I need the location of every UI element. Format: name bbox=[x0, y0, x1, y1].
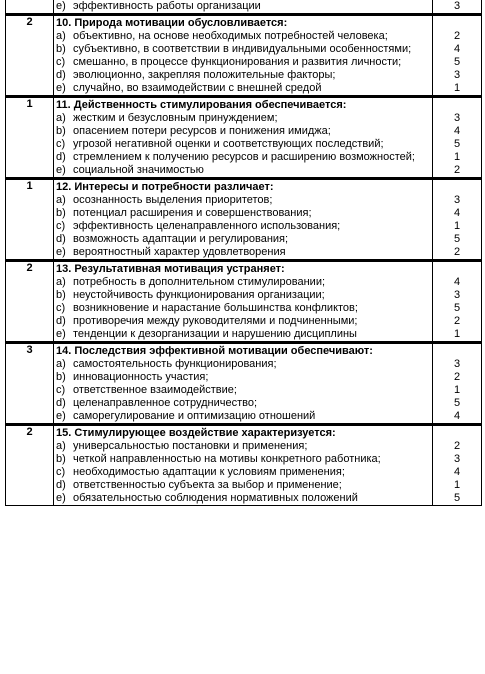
option-item bbox=[56, 315, 430, 328]
option-cell bbox=[54, 246, 433, 261]
option-score: 2 bbox=[433, 30, 482, 43]
question-number-cell bbox=[6, 246, 54, 261]
option-row bbox=[6, 466, 482, 479]
option-text: жестким и безусловным принуждением; bbox=[73, 112, 278, 124]
question-title: 11. Действенность стимулирования обеспечивается: bbox=[56, 99, 347, 111]
option-row bbox=[6, 82, 482, 97]
option-row bbox=[6, 69, 482, 82]
option-item bbox=[56, 397, 430, 410]
option-cell bbox=[54, 371, 433, 384]
option-item bbox=[56, 246, 430, 259]
option-cell bbox=[54, 276, 433, 289]
option-cell bbox=[54, 0, 433, 15]
option-row bbox=[6, 315, 482, 328]
question-row bbox=[6, 97, 482, 113]
option-row bbox=[6, 112, 482, 125]
option-item bbox=[56, 302, 430, 315]
option-letter: e) bbox=[56, 82, 66, 94]
option-score: 5 bbox=[433, 302, 482, 315]
option-letter: a) bbox=[56, 30, 66, 42]
option-score: 4 bbox=[433, 207, 482, 220]
option-score: 4 bbox=[433, 466, 482, 479]
question-cell bbox=[54, 179, 433, 195]
option-score: 4 bbox=[433, 276, 482, 289]
option-score: 3 bbox=[433, 69, 482, 82]
option-item bbox=[56, 194, 430, 207]
question-number: 3 bbox=[6, 343, 54, 359]
option-cell bbox=[54, 466, 433, 479]
question-number-cell bbox=[6, 466, 54, 479]
option-item bbox=[56, 233, 430, 246]
option-letter: d) bbox=[56, 479, 66, 491]
option-item bbox=[56, 384, 430, 397]
option-score: 5 bbox=[433, 397, 482, 410]
option-score: 4 bbox=[433, 410, 482, 425]
option-text: возникновение и нарастание большинства конфликтов; bbox=[73, 302, 358, 314]
option-row bbox=[6, 246, 482, 261]
option-letter: d) bbox=[56, 315, 66, 327]
option-text: эффективность работы организации bbox=[73, 0, 261, 12]
option-score: 3 bbox=[433, 358, 482, 371]
option-cell bbox=[54, 56, 433, 69]
option-cell bbox=[54, 410, 433, 425]
option-cell bbox=[54, 69, 433, 82]
option-letter: b) bbox=[56, 453, 66, 465]
option-score: 2 bbox=[433, 371, 482, 384]
option-cell bbox=[54, 164, 433, 179]
option-cell bbox=[54, 479, 433, 492]
option-letter: e) bbox=[56, 246, 66, 258]
option-text: необходимостью адаптации к условиям применения; bbox=[73, 466, 345, 478]
option-text: самостоятельность функционирования; bbox=[73, 358, 277, 370]
option-score: 4 bbox=[433, 43, 482, 56]
option-letter: c) bbox=[56, 220, 66, 232]
option-row bbox=[6, 151, 482, 164]
option-row bbox=[6, 56, 482, 69]
option-item bbox=[56, 43, 430, 56]
option-item bbox=[56, 112, 430, 125]
option-cell bbox=[54, 440, 433, 453]
option-letter: c) bbox=[56, 384, 66, 396]
option-cell bbox=[54, 112, 433, 125]
option-score: 3 bbox=[433, 194, 482, 207]
option-text: ответственностью субъекта за выбор и применение; bbox=[73, 479, 342, 491]
question-row bbox=[6, 15, 482, 31]
option-text: универсальностью постановки и применения; bbox=[73, 440, 308, 452]
option-row bbox=[6, 371, 482, 384]
option-cell bbox=[54, 151, 433, 164]
option-cell bbox=[54, 453, 433, 466]
option-text: возможность адаптации и регулирования; bbox=[73, 233, 289, 245]
option-text: субъективно, в соответствии в индивидуальными особенностями; bbox=[73, 43, 412, 55]
question-number-cell bbox=[6, 112, 54, 125]
option-score: 3 bbox=[433, 453, 482, 466]
option-text: потенциал расширения и совершенствования; bbox=[73, 207, 312, 219]
option-text: стремлением к получению ресурсов и расширению возможностей; bbox=[73, 151, 415, 163]
option-score: 2 bbox=[433, 315, 482, 328]
option-score: 5 bbox=[433, 138, 482, 151]
option-score: 2 bbox=[433, 164, 482, 179]
question-title: 10. Природа мотивации обусловливается: bbox=[56, 17, 288, 29]
option-letter: e) bbox=[56, 164, 66, 176]
option-score: 1 bbox=[433, 384, 482, 397]
option-item bbox=[56, 453, 430, 466]
option-row bbox=[6, 492, 482, 506]
option-row bbox=[6, 194, 482, 207]
option-cell bbox=[54, 207, 433, 220]
question-number-cell bbox=[6, 358, 54, 371]
option-text: угрозой негативной оценки и соответствующих последствий; bbox=[73, 138, 384, 150]
question-number-cell bbox=[6, 125, 54, 138]
option-cell bbox=[54, 289, 433, 302]
option-text: опасением потери ресурсов и понижения имиджа; bbox=[73, 125, 331, 137]
question-number-cell bbox=[6, 151, 54, 164]
option-item bbox=[56, 220, 430, 233]
question-number-cell bbox=[6, 440, 54, 453]
option-letter: c) bbox=[56, 138, 66, 150]
option-row bbox=[6, 125, 482, 138]
option-text: неустойчивость функционирования организации; bbox=[73, 289, 325, 301]
option-cell bbox=[54, 43, 433, 56]
option-item bbox=[56, 289, 430, 302]
option-text: целенаправленное сотрудничество; bbox=[73, 397, 258, 409]
option-item bbox=[56, 440, 430, 453]
option-row bbox=[6, 328, 482, 343]
option-text: осознанность выделения приоритетов; bbox=[73, 194, 273, 206]
option-score: 1 bbox=[433, 82, 482, 97]
question-row bbox=[6, 179, 482, 195]
option-text: потребность в дополнительном стимулировании; bbox=[73, 276, 326, 288]
option-row bbox=[6, 397, 482, 410]
option-letter: e) bbox=[56, 0, 66, 12]
question-number-cell bbox=[6, 69, 54, 82]
option-score: 1 bbox=[433, 151, 482, 164]
question-number-cell bbox=[6, 410, 54, 425]
option-cell bbox=[54, 30, 433, 43]
option-score: 4 bbox=[433, 125, 482, 138]
option-text: вероятностный характер удовлетворения bbox=[73, 246, 286, 258]
question-number-cell bbox=[6, 453, 54, 466]
option-text: случайно, во взаимодействии с внешней средой bbox=[73, 82, 322, 94]
option-score: 3 bbox=[433, 112, 482, 125]
option-letter: e) bbox=[56, 328, 66, 340]
question-number-cell bbox=[6, 479, 54, 492]
question-number: 2 bbox=[6, 261, 54, 277]
option-text: эволюционно, закрепляя положительные факторы; bbox=[73, 69, 336, 81]
option-item bbox=[56, 56, 430, 69]
option-letter: d) bbox=[56, 233, 66, 245]
option-item bbox=[56, 82, 430, 95]
option-row bbox=[6, 440, 482, 453]
option-text: саморегулирование и оптимизацию отношений bbox=[73, 410, 316, 422]
option-item bbox=[56, 492, 430, 505]
question-number-cell bbox=[6, 30, 54, 43]
question-number-cell bbox=[6, 276, 54, 289]
option-score: 5 bbox=[433, 492, 482, 506]
option-row bbox=[6, 220, 482, 233]
option-score: 2 bbox=[433, 440, 482, 453]
option-cell bbox=[54, 233, 433, 246]
option-cell bbox=[54, 492, 433, 506]
quiz-table-body bbox=[6, 0, 482, 506]
question-number-cell bbox=[6, 371, 54, 384]
option-letter: b) bbox=[56, 207, 66, 219]
option-item bbox=[56, 30, 430, 43]
option-cell bbox=[54, 302, 433, 315]
option-row bbox=[6, 43, 482, 56]
option-text: четкой направленностью на мотивы конкретного работника; bbox=[73, 453, 381, 465]
score-cell bbox=[433, 425, 482, 441]
option-item bbox=[56, 479, 430, 492]
score-cell bbox=[433, 179, 482, 195]
score-cell bbox=[433, 97, 482, 113]
option-letter: c) bbox=[56, 56, 66, 68]
option-letter: d) bbox=[56, 151, 66, 163]
question-title: 12. Интересы и потребности различает: bbox=[56, 181, 274, 193]
question-title: 15. Стимулирующее воздействие характеризуется: bbox=[56, 427, 336, 439]
option-item bbox=[56, 151, 430, 164]
option-letter: b) bbox=[56, 371, 66, 383]
option-item bbox=[56, 410, 430, 423]
option-letter: d) bbox=[56, 69, 66, 81]
option-text: смешанно, в процессе функционирования и развития личности; bbox=[73, 56, 402, 68]
option-text: инновационность участия; bbox=[73, 371, 209, 383]
question-title: 13. Результативная мотивация устраняет: bbox=[56, 263, 285, 275]
question-cell bbox=[54, 425, 433, 441]
option-cell bbox=[54, 315, 433, 328]
option-score: 2 bbox=[433, 246, 482, 261]
option-letter: e) bbox=[56, 410, 66, 422]
table-row bbox=[6, 0, 482, 15]
option-item bbox=[56, 138, 430, 151]
option-cell bbox=[54, 220, 433, 233]
option-cell bbox=[54, 125, 433, 138]
option-row bbox=[6, 207, 482, 220]
question-number: 2 bbox=[6, 425, 54, 441]
option-cell bbox=[54, 138, 433, 151]
question-number: 1 bbox=[6, 179, 54, 195]
question-number-cell bbox=[6, 56, 54, 69]
option-letter: a) bbox=[56, 276, 66, 288]
question-cell bbox=[54, 261, 433, 277]
option-item bbox=[56, 125, 430, 138]
option-item bbox=[56, 466, 430, 479]
question-row bbox=[6, 261, 482, 277]
option-row bbox=[6, 138, 482, 151]
option-score: 5 bbox=[433, 56, 482, 69]
option-row bbox=[6, 289, 482, 302]
option-row bbox=[6, 302, 482, 315]
question-number-cell bbox=[6, 43, 54, 56]
option-row bbox=[6, 233, 482, 246]
option-score: 3 bbox=[433, 289, 482, 302]
question-row bbox=[6, 343, 482, 359]
option-row bbox=[6, 30, 482, 43]
score-cell bbox=[433, 343, 482, 359]
question-number: 2 bbox=[6, 15, 54, 31]
question-number-cell bbox=[6, 164, 54, 179]
question-number-cell bbox=[6, 138, 54, 151]
question-number-cell bbox=[6, 82, 54, 97]
question-number-cell bbox=[6, 302, 54, 315]
option-item bbox=[56, 69, 430, 82]
question-number-cell bbox=[6, 0, 54, 15]
question-number-cell bbox=[6, 315, 54, 328]
option-text: эффективность целенаправленного использования; bbox=[73, 220, 341, 232]
option-text: объективно, на основе необходимых потребностей человека; bbox=[73, 30, 388, 42]
option-score: 1 bbox=[433, 220, 482, 233]
option-score: 1 bbox=[433, 328, 482, 343]
score-cell bbox=[433, 261, 482, 277]
option-cell bbox=[54, 397, 433, 410]
option-item bbox=[56, 207, 430, 220]
option-item bbox=[56, 328, 430, 341]
quiz-table bbox=[5, 0, 482, 506]
option-letter: e) bbox=[56, 492, 66, 504]
option-item bbox=[56, 0, 430, 13]
question-number-cell bbox=[6, 492, 54, 506]
question-number-cell bbox=[6, 328, 54, 343]
option-letter: b) bbox=[56, 125, 66, 137]
option-text: тенденции к дезорганизации и нарушению дисциплины bbox=[73, 328, 357, 340]
option-item bbox=[56, 276, 430, 289]
option-letter: c) bbox=[56, 302, 66, 314]
question-number-cell bbox=[6, 384, 54, 397]
option-cell bbox=[54, 82, 433, 97]
option-text: социальной значимостью bbox=[73, 164, 204, 176]
option-score: 3 bbox=[433, 0, 482, 15]
option-item bbox=[56, 371, 430, 384]
question-number-cell bbox=[6, 289, 54, 302]
question-cell bbox=[54, 15, 433, 31]
option-letter: a) bbox=[56, 358, 66, 370]
question-cell bbox=[54, 97, 433, 113]
option-row bbox=[6, 164, 482, 179]
option-row bbox=[6, 276, 482, 289]
option-letter: a) bbox=[56, 112, 66, 124]
option-cell bbox=[54, 384, 433, 397]
option-row bbox=[6, 479, 482, 492]
question-row bbox=[6, 425, 482, 441]
option-letter: a) bbox=[56, 194, 66, 206]
option-item bbox=[56, 164, 430, 177]
option-row bbox=[6, 453, 482, 466]
option-text: противоречия между руководителями и подчиненными; bbox=[73, 315, 358, 327]
option-row bbox=[6, 410, 482, 425]
question-number: 1 bbox=[6, 97, 54, 113]
option-cell bbox=[54, 328, 433, 343]
option-text: обязательностью соблюдения нормативных положений bbox=[73, 492, 358, 504]
question-number-cell bbox=[6, 220, 54, 233]
option-letter: d) bbox=[56, 397, 66, 409]
option-letter: b) bbox=[56, 289, 66, 301]
option-score: 5 bbox=[433, 233, 482, 246]
question-number-cell bbox=[6, 194, 54, 207]
option-text: ответственное взаимодействие; bbox=[73, 384, 237, 396]
option-cell bbox=[54, 358, 433, 371]
question-number-cell bbox=[6, 233, 54, 246]
option-row bbox=[6, 358, 482, 371]
question-number-cell bbox=[6, 397, 54, 410]
option-letter: a) bbox=[56, 440, 66, 452]
option-cell bbox=[54, 194, 433, 207]
question-title: 14. Последствия эффективной мотивации обеспечивают: bbox=[56, 345, 373, 357]
question-cell bbox=[54, 343, 433, 359]
option-row bbox=[6, 384, 482, 397]
option-item bbox=[56, 358, 430, 371]
question-number-cell bbox=[6, 207, 54, 220]
option-score: 1 bbox=[433, 479, 482, 492]
option-letter: b) bbox=[56, 43, 66, 55]
option-letter: c) bbox=[56, 466, 66, 478]
score-cell bbox=[433, 15, 482, 31]
